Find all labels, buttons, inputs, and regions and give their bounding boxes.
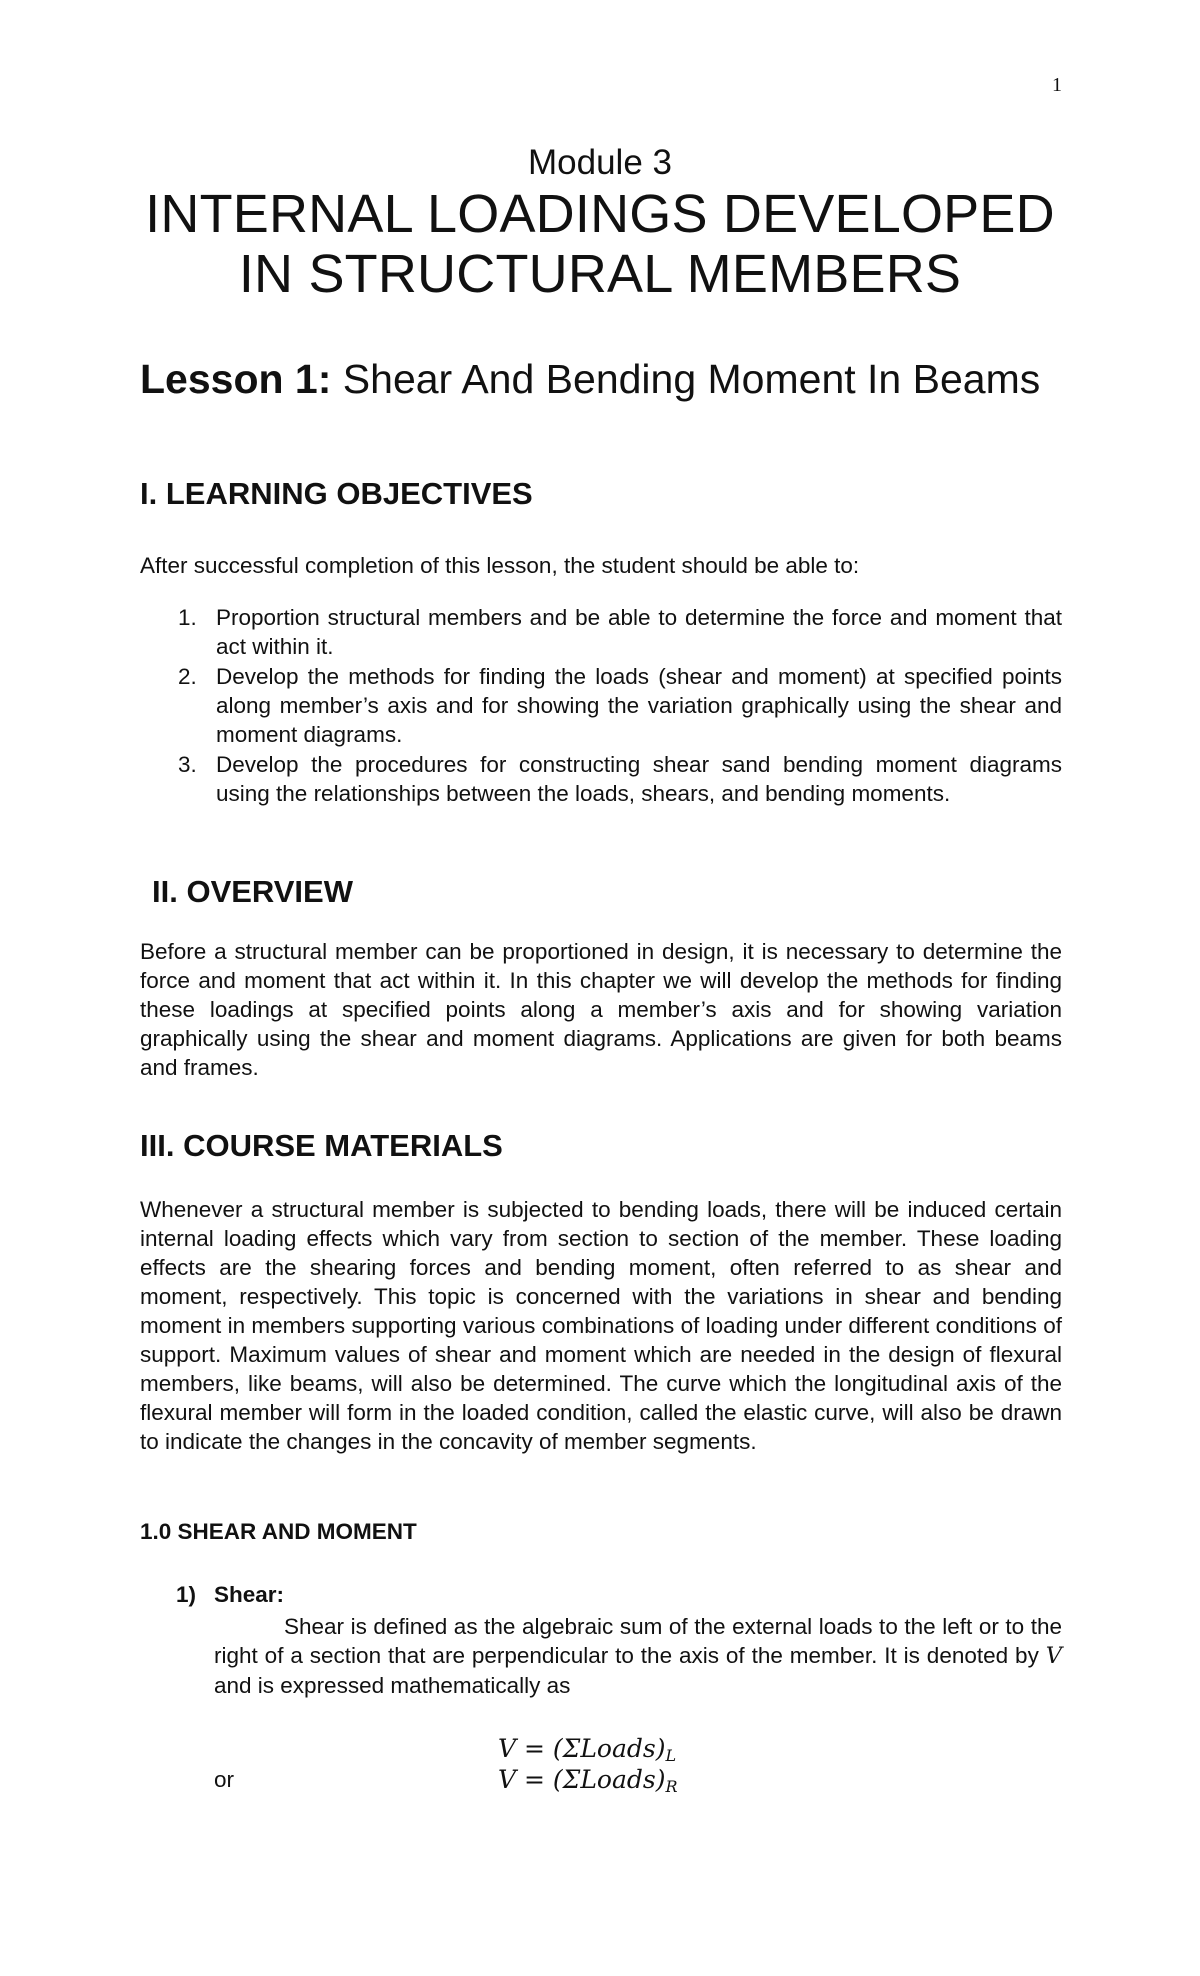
list-item-text: Develop the procedures for constructing shear sand bending moment diagrams using the relationships between the loads, shears, and bending moments.	[216, 752, 1062, 806]
shear-symbol: V	[1045, 1643, 1062, 1669]
objectives-intro: After successful completion of this lesson, the student should be able to:	[140, 553, 860, 578]
page-number: 1	[1052, 74, 1062, 96]
equation-left-body: V = (ΣLoads)	[498, 1734, 666, 1763]
shear-number: 1)	[176, 1582, 197, 1607]
equation-right-body: V = (ΣLoads)	[498, 1765, 666, 1794]
list-item-number: 2.	[178, 664, 197, 689]
objectives-list	[140, 603, 1062, 809]
shear-definition	[214, 1612, 1062, 1700]
shear-text-b: and is expressed mathematically as	[214, 1673, 571, 1698]
list-item	[140, 750, 1062, 808]
or-label: or	[214, 1767, 235, 1792]
equation-right	[498, 1765, 678, 1796]
module-label: Module 3	[528, 143, 672, 182]
materials-heading: III. COURSE MATERIALS	[140, 1128, 503, 1163]
objectives-heading: I. LEARNING OBJECTIVES	[140, 476, 533, 511]
shear-text-a: Shear is defined as the algebraic sum of the external loads to the left or to the right of a section that are perpendicular to the axis of the member. It is denoted by	[214, 1614, 1062, 1668]
lesson-label: Lesson 1:	[140, 356, 332, 402]
equation-right-subscript: R	[665, 1777, 678, 1796]
shear-label: Shear:	[214, 1582, 285, 1607]
lesson-title: Shear And Bending Moment In Beams	[342, 356, 1041, 402]
lesson-heading	[140, 356, 1040, 403]
list-item-text: Develop the methods for finding the loads (shear and moment) at specified points along member’s axis and for showing the variation graphically using the shear and moment diagrams.	[216, 664, 1062, 747]
list-item	[140, 603, 1062, 661]
list-item	[140, 662, 1062, 749]
title-line-1: INTERNAL LOADINGS DEVELOPED	[145, 184, 1055, 244]
materials-text: Whenever a structural member is subjected to bending loads, there will be induced certain internal loading effects which vary from section to section of the member. These loading effects are the shearing forces and bending moment, often referred to as shear and moment, respectively. This topic is concerned with the variations in shear and bending moment in members supporting various combinations of loading under different conditions of support. Maximum values of shear and moment which are needed in the design of flexural members, like beams, will also be determined. The curve which the longitudinal axis of the flexural member will form in the loaded condition, called the elastic curve, will also be drawn to indicate the changes in the concavity of member segments.	[140, 1197, 1062, 1454]
overview-heading: II. OVERVIEW	[152, 874, 353, 909]
title-line-2: IN STRUCTURAL MEMBERS	[238, 244, 962, 304]
section-heading: 1.0 SHEAR AND MOMENT	[140, 1519, 417, 1544]
equation-left-subscript: L	[665, 1746, 677, 1765]
list-item-number: 3.	[178, 752, 197, 777]
list-item-text: Proportion structural members and be able to determine the force and moment that act within it.	[216, 605, 1062, 659]
overview-text: Before a structural member can be proportioned in design, it is necessary to determine the force and moment that act within it. In this chapter we will develop the methods for finding these loadings at specified points along a member’s axis and for showing variation graphically using the shear and moment diagrams. Applications are given for both beams and frames.	[140, 939, 1062, 1080]
list-item-number: 1.	[178, 605, 197, 630]
equation-left	[498, 1734, 676, 1765]
